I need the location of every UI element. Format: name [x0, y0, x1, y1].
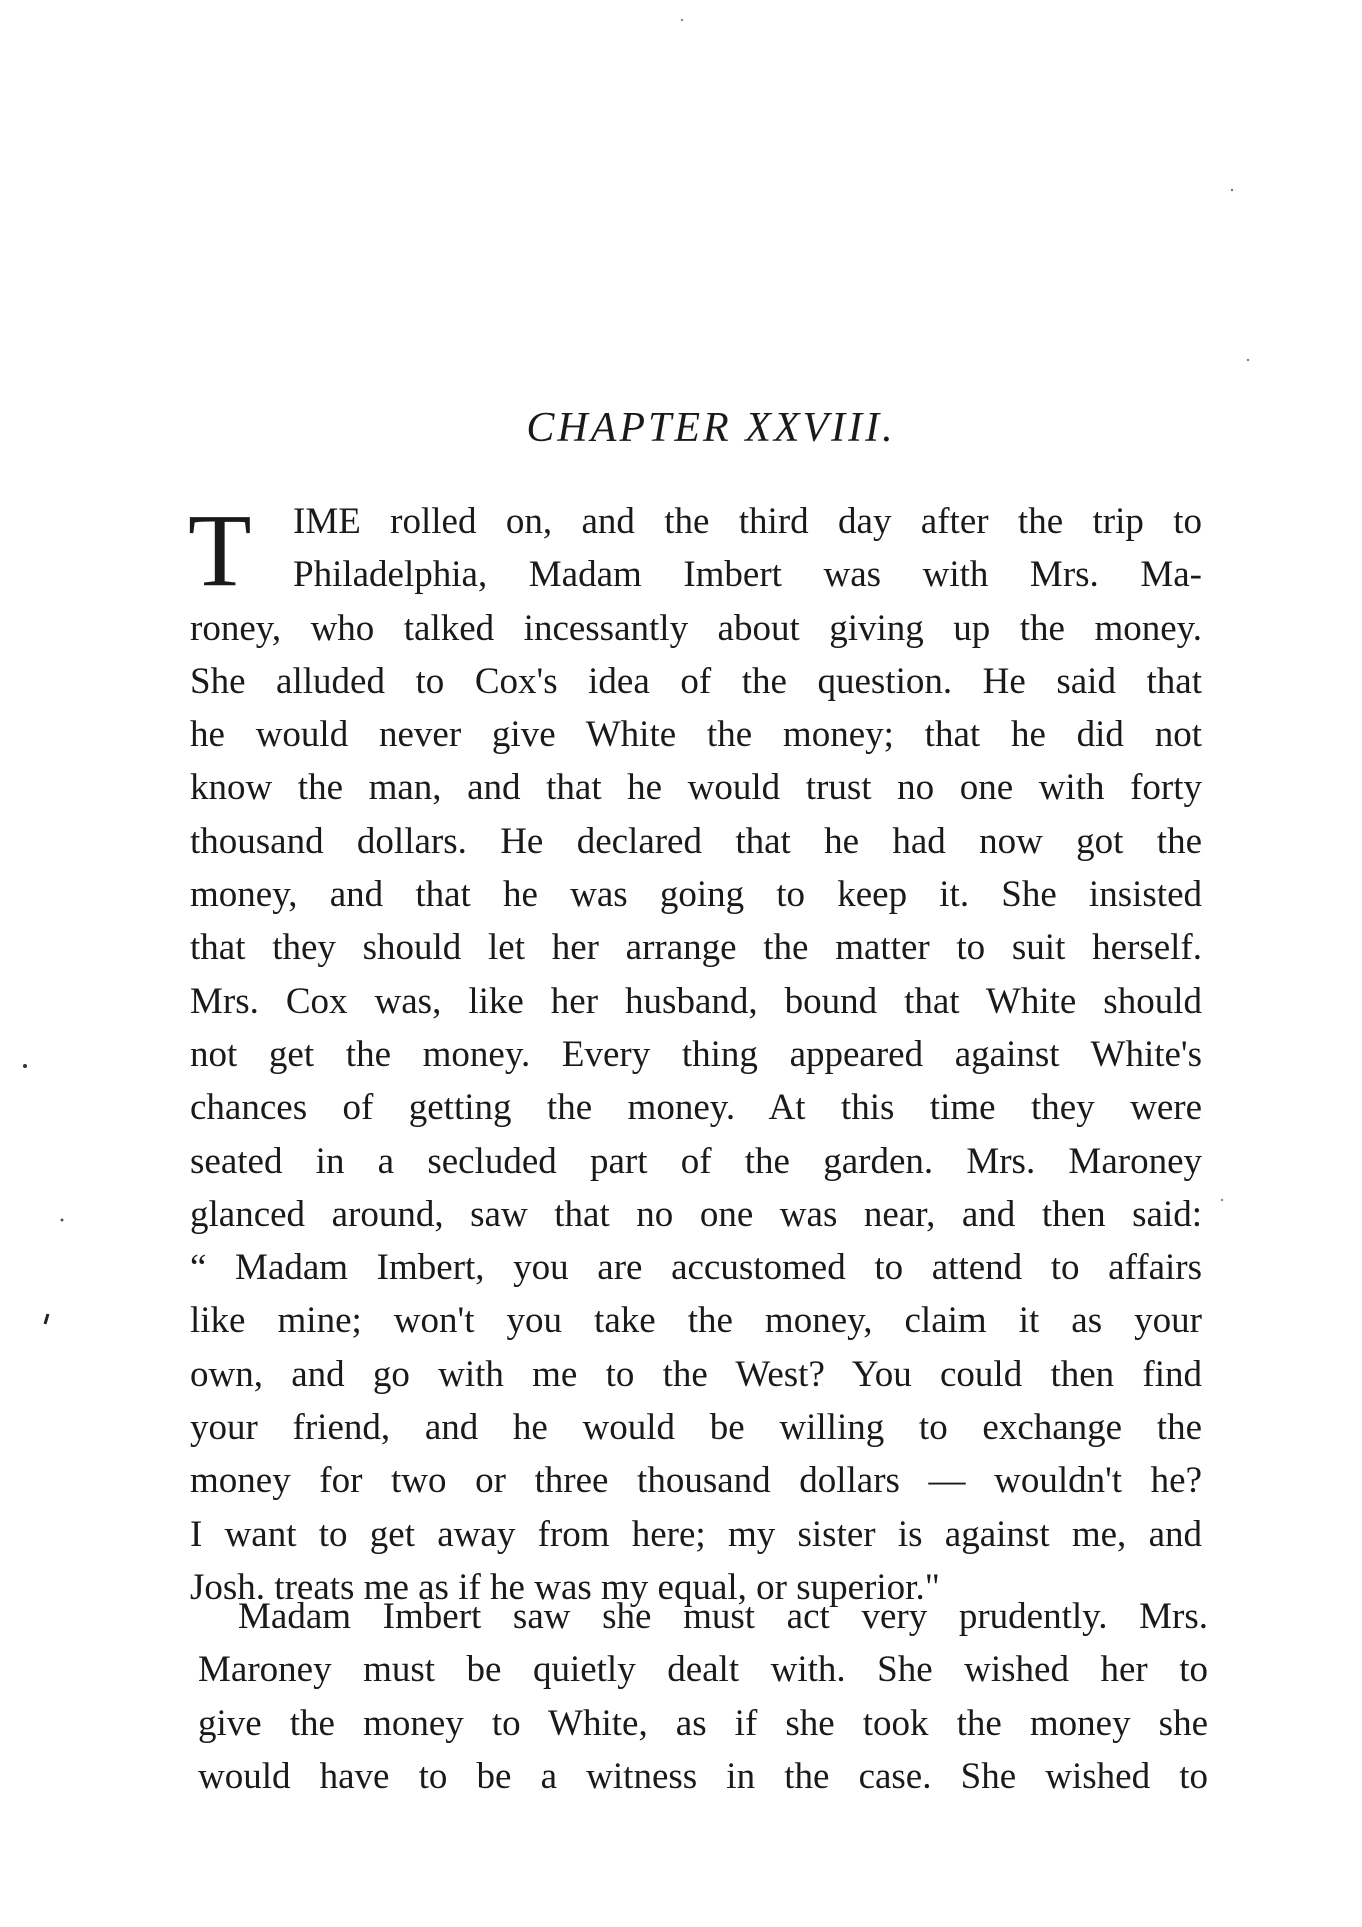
ink-speck: [23, 1064, 27, 1068]
ink-speck: [1247, 359, 1249, 361]
drop-cap: T: [188, 493, 252, 608]
ink-speck: [1231, 189, 1233, 191]
text-line: would have to be a witness in the case. She wished to: [198, 1755, 1208, 1797]
text-line: chances of getting the money. At this time they were: [190, 1087, 1202, 1129]
text-line: own, and go with me to the West? You could then find: [190, 1353, 1202, 1395]
text-line: I want to get away from here; my sister is against me, and: [190, 1513, 1202, 1555]
text-line: Mrs. Cox was, like her husband, bound that White should: [190, 980, 1202, 1022]
text-line: Philadelphia, Madam Imbert was with Mrs. Ma-: [293, 554, 1202, 596]
text-line: She alluded to Cox's idea of the question. He said that: [190, 660, 1202, 702]
text-line: Maroney must be quietly dealt with. She wished her to: [198, 1649, 1208, 1691]
paragraph-1: [190, 495, 1202, 1614]
text-line: money, and that he was going to keep it. She insisted: [190, 874, 1202, 916]
text-line: know the man, and that he would trust no one with forty: [190, 767, 1202, 809]
text-line: that they should let her arrange the matter to suit herself.: [190, 927, 1202, 969]
text-line: money for two or three thousand dollars — wouldn't he?: [190, 1460, 1202, 1502]
text-line: Madam Imbert saw she must act very prudently. Mrs.: [238, 1596, 1208, 1637]
ink-speck: [681, 19, 683, 21]
text-line: not get the money. Every thing appeared against White's: [190, 1033, 1202, 1075]
text-line: give the money to White, as if she took the money she: [198, 1702, 1208, 1744]
text-line: he would never give White the money; that he did not: [190, 714, 1202, 756]
paragraph-2: [198, 1590, 1208, 1803]
ink-speck: [45, 1314, 48, 1324]
text-line: seated in a secluded part of the garden. Mrs. Maroney: [190, 1140, 1202, 1182]
text-line: Josh. treats me as if he was my equal, or superior.": [190, 1566, 940, 1608]
text-line: your friend, and he would be willing to exchange the: [190, 1407, 1202, 1449]
text-line: thousand dollars. He declared that he had now got the: [190, 820, 1202, 862]
text-line: glanced around, saw that no one was near, and then said:: [190, 1193, 1202, 1235]
chapter-heading: CHAPTER XXVIII.: [526, 405, 896, 451]
text-line: “ Madam Imbert, you are accustomed to attend to affairs: [190, 1247, 1202, 1289]
text-line: like mine; won't you take the money, claim it as your: [190, 1300, 1202, 1342]
text-line: roney, who talked incessantly about giving up the money.: [190, 607, 1202, 649]
text-line: IME rolled on, and the third day after the trip to: [293, 501, 1202, 542]
ink-speck: [61, 1219, 64, 1222]
ink-speck: [1221, 1199, 1223, 1201]
